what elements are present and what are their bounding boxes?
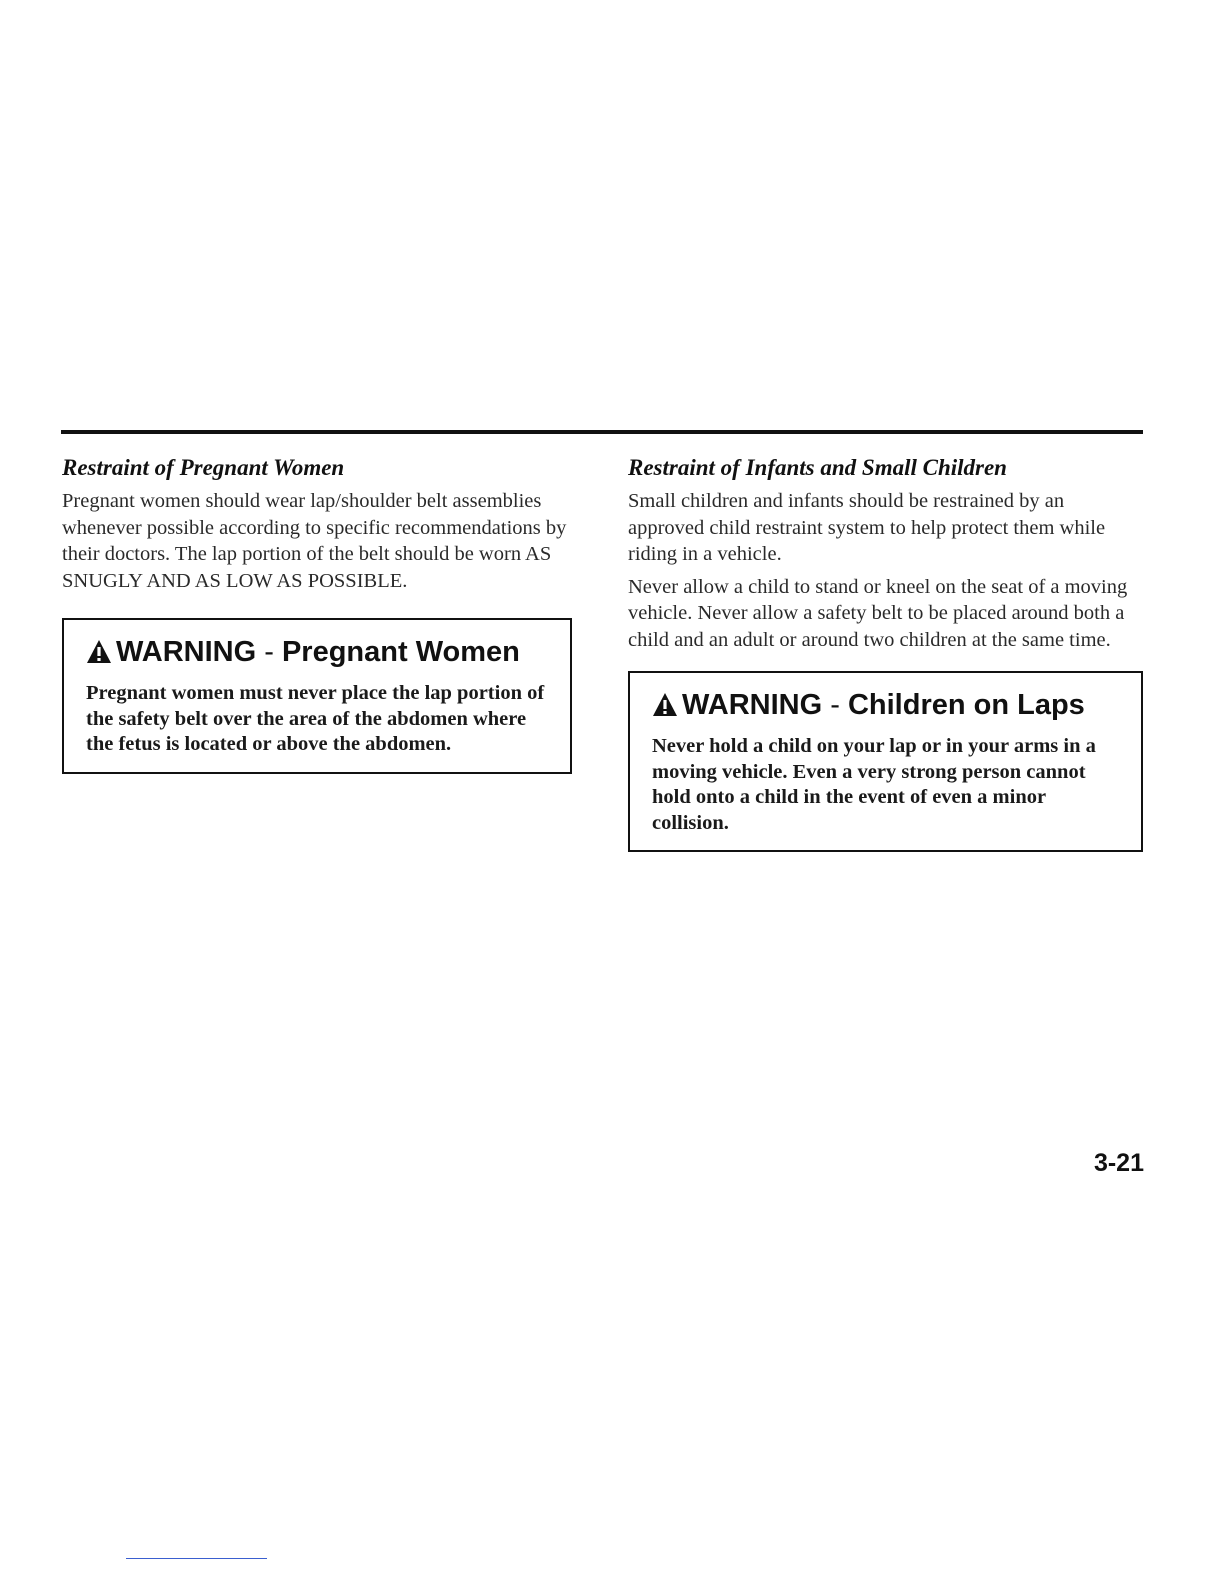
warning-box-children-on-laps — [628, 671, 1143, 852]
warning-separator: - — [822, 689, 848, 721]
body-paragraph: Small children and infants should be restrained by an approved child restraint system to help protect them while riding in a vehicle. — [628, 490, 1106, 565]
section-heading-infants-children: Restraint of Infants and Small Children — [628, 455, 1007, 480]
section-heading-pregnant-women: Restraint of Pregnant Women — [62, 455, 345, 480]
warning-box-pregnant-women — [62, 618, 572, 774]
left-column — [62, 454, 572, 774]
warning-text: Pregnant women must never place the lap portion of the safety belt over the area of the abdomen where the fetus is located or above the abdomen. — [86, 682, 545, 755]
warning-label: WARNING — [116, 636, 257, 668]
page-number: 3-21 — [1093, 1149, 1144, 1177]
body-paragraph: Pregnant women should wear lap/shoulder belt assemblies whenever possible according to specific recommendations by their doctors. The lap portion of the belt should be worn AS SNUGLY AND AS LOW AS POSSIBLE. — [62, 490, 567, 592]
warning-subject: Children on Laps — [847, 689, 1085, 721]
warning-text: Never hold a child on your lap or in your arms in a moving vehicle. Even a very strong person cannot hold onto a child in the event of even a minor collision. — [652, 735, 1096, 834]
warning-separator: - — [256, 636, 282, 668]
footer-rule — [126, 1558, 267, 1559]
body-paragraph: Never allow a child to stand or kneel on the seat of a moving vehicle. Never allow a safety belt to be placed around both a child and an adult or around two children at the same time. — [628, 575, 1128, 651]
right-column — [628, 454, 1143, 852]
warning-subject: Pregnant Women — [281, 636, 520, 668]
warning-label: WARNING — [682, 689, 823, 721]
warning-triangle-icon — [86, 637, 112, 673]
warning-title — [652, 687, 1121, 726]
top-divider — [61, 430, 1143, 434]
warning-title — [86, 634, 550, 673]
warning-triangle-icon — [652, 690, 678, 726]
